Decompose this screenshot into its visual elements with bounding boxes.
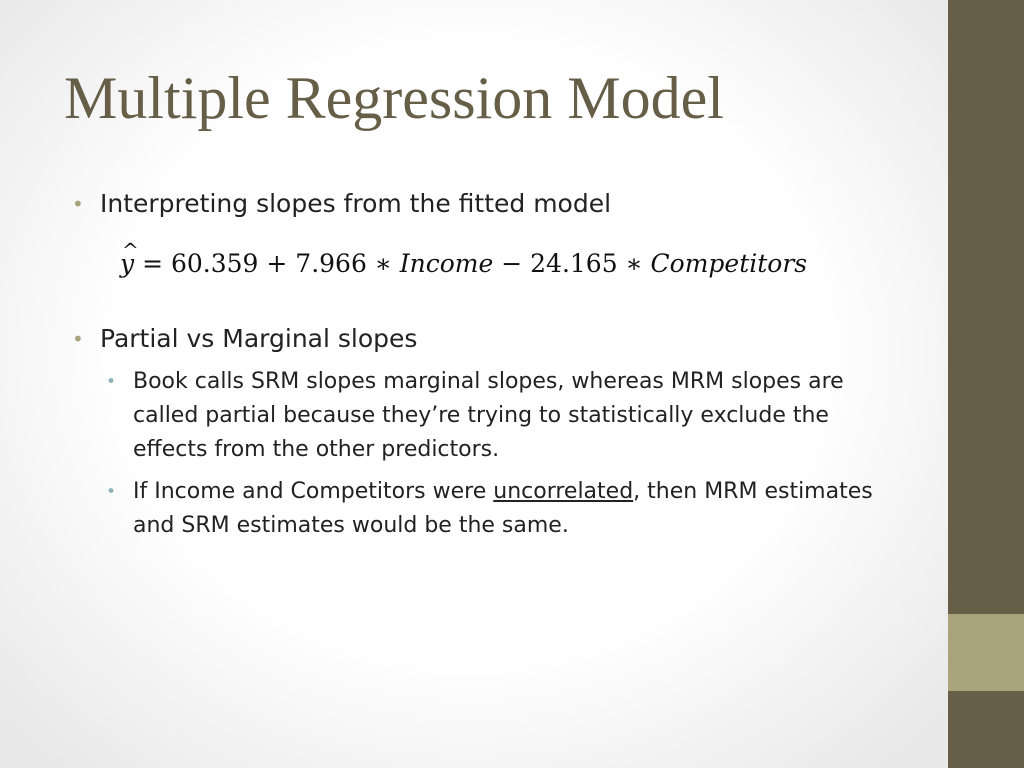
bullet-interpreting-slopes [72,188,611,220]
equation-coef-competitors: 24.165 [530,249,618,278]
underlined-term: uncorrelated [493,479,634,504]
sub-bullet-text [133,475,896,543]
bullet-dot-icon: • [72,192,84,216]
bullet-dot-icon: • [72,327,84,351]
sub-bullet-uncorrelated [106,475,896,543]
equation-equals: = [134,249,171,278]
equation-minus: − [493,249,531,278]
fitted-model-equation [120,246,807,282]
sub-bullet-text-before: If Income and Competitors were [133,479,494,504]
slide-title: Multiple Regression Model [64,65,724,131]
equation-intercept: 60.359 [170,249,259,278]
equation-times: ∗ [617,249,651,278]
sub-bullet-dot-icon: • [106,482,117,502]
right-band-accent-block [948,614,1024,691]
sub-bullet-dot-icon: • [106,372,117,392]
equation-times: ∗ [366,249,400,278]
equation-coef-income: 7.966 [295,249,367,278]
equation-plus: + [258,249,296,278]
equation-var-competitors: Competitors [650,249,808,278]
bullet-text: Partial vs Marginal slopes [100,324,418,353]
bullet-partial-vs-marginal [72,323,417,355]
equation-yhat: ^ y [120,246,134,282]
equation-var-income: Income [399,249,494,278]
sub-bullet-text: Book calls SRM slopes marginal slopes, whereas MRM slopes are called partial because they’re trying to statistically exclude the effects from the other predictors. [133,369,844,462]
sub-bullet-text-after: , then MRM estimates and SRM estimates would be the same. [133,479,873,538]
sub-bullet-book-calls [106,365,896,467]
bullet-text: Interpreting slopes from the fitted model [100,189,612,218]
